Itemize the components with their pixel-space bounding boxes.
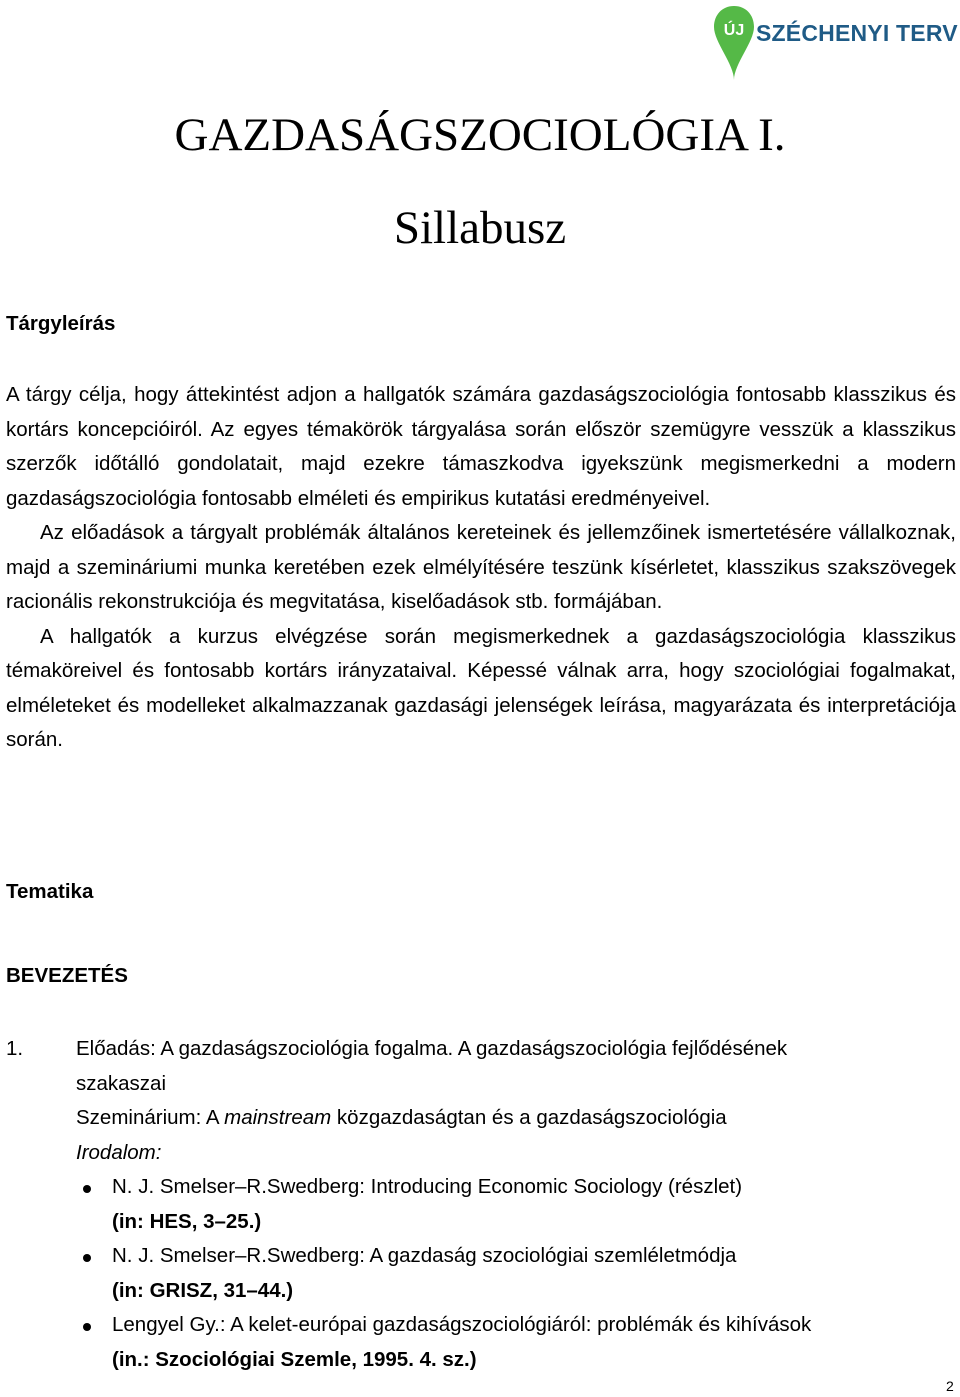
seminar-line (76, 1101, 956, 1136)
section-heading-description: Tárgyleírás (6, 312, 116, 335)
section-heading-thematics: Tematika (6, 880, 94, 903)
reference-list (6, 1170, 956, 1377)
reference-item (6, 1308, 956, 1377)
bullet-icon (83, 1185, 91, 1193)
bullet-icon (83, 1254, 91, 1262)
reference-source: (in: GRISZ, 31–44.) (112, 1278, 294, 1302)
seminar-italic: mainstream (224, 1106, 332, 1129)
svg-text:ÚJ: ÚJ (723, 22, 745, 39)
page-subtitle: Sillabusz (393, 202, 567, 254)
page-title: GAZDASÁGSZOCIOLÓGIA I. (174, 109, 786, 161)
description-paragraph: Az előadások a tárgyalt problémák általános kereteinek és jellemzőinek ismertetésére vállalkoznak, majd a szemináriumi munka keretében ezek elmélyítésére teszünk kísérletet, klasszikus szakszövegek racionális rekonstrukciója és megvitatása, kiselőadások stb. formájában. (6, 521, 956, 613)
seminar-suffix: közgazdaságtan és a gazdaságszociológia (331, 1106, 727, 1129)
szechenyi-terv-logo (712, 4, 960, 82)
seminar-prefix: Szeminárium: A (76, 1106, 225, 1129)
bullet-icon (83, 1323, 91, 1331)
location-pin-icon (712, 4, 756, 82)
reference-source: (in: HES, 3–25.) (112, 1209, 262, 1233)
description-paragraph: A tárgy célja, hogy áttekintést adjon a hallgatók számára gazdaságszociológia fontosabb klasszikus és kortárs koncepcióiról. Az egyes témakörök tárgyalása során először szemügyre vesszük a klasszikus szerzők időtálló gondolatait, majd ezekre támaszkodva igyekszünk megismerkedni a modern gazdaságszociológia fontosabb elméleti és empirikus kutatási eredményeivel. (6, 383, 956, 510)
page-number: 2 (946, 1378, 954, 1394)
reference-text: N. J. Smelser–R.Swedberg: A gazdaság szociológiai szemléletmódja (112, 1244, 737, 1267)
reference-text: Lengyel Gy.: A kelet-európai gazdaságszociológiáról: problémák és kihívások (112, 1313, 812, 1336)
lecture-title: Előadás: A gazdaságszociológia fogalma. A gazdaságszociológia fejlődésének (76, 1037, 788, 1060)
lecture-number: 1. (6, 1037, 24, 1060)
description-body (6, 378, 956, 758)
logo-text: SZÉCHENYI TERV (756, 20, 958, 46)
lecture-title-continued: szakaszai (76, 1071, 167, 1095)
lecture-body (76, 1032, 956, 1170)
reference-item (6, 1170, 956, 1239)
description-paragraph: A hallgatók a kurzus elvégzése során megismerkednek a gazdaságszociológia klasszikus témaköreivel és fontosabb kortárs irányzataival. Képessé válnak arra, hogy szociológiai fogalmakat, elméleteket és modelleket alkalmazzanak gazdasági jelenségek leírása, magyarázata és interpretációja során. (6, 624, 956, 751)
reference-text: N. J. Smelser–R.Swedberg: Introducing Economic Sociology (részlet) (112, 1175, 743, 1198)
literature-label: Irodalom: (76, 1140, 162, 1164)
reference-source: (in.: Szociológiai Szemle, 1995. 4. sz.) (112, 1347, 477, 1371)
reference-item (6, 1239, 956, 1308)
section-heading-introduction: BEVEZETÉS (6, 964, 128, 987)
